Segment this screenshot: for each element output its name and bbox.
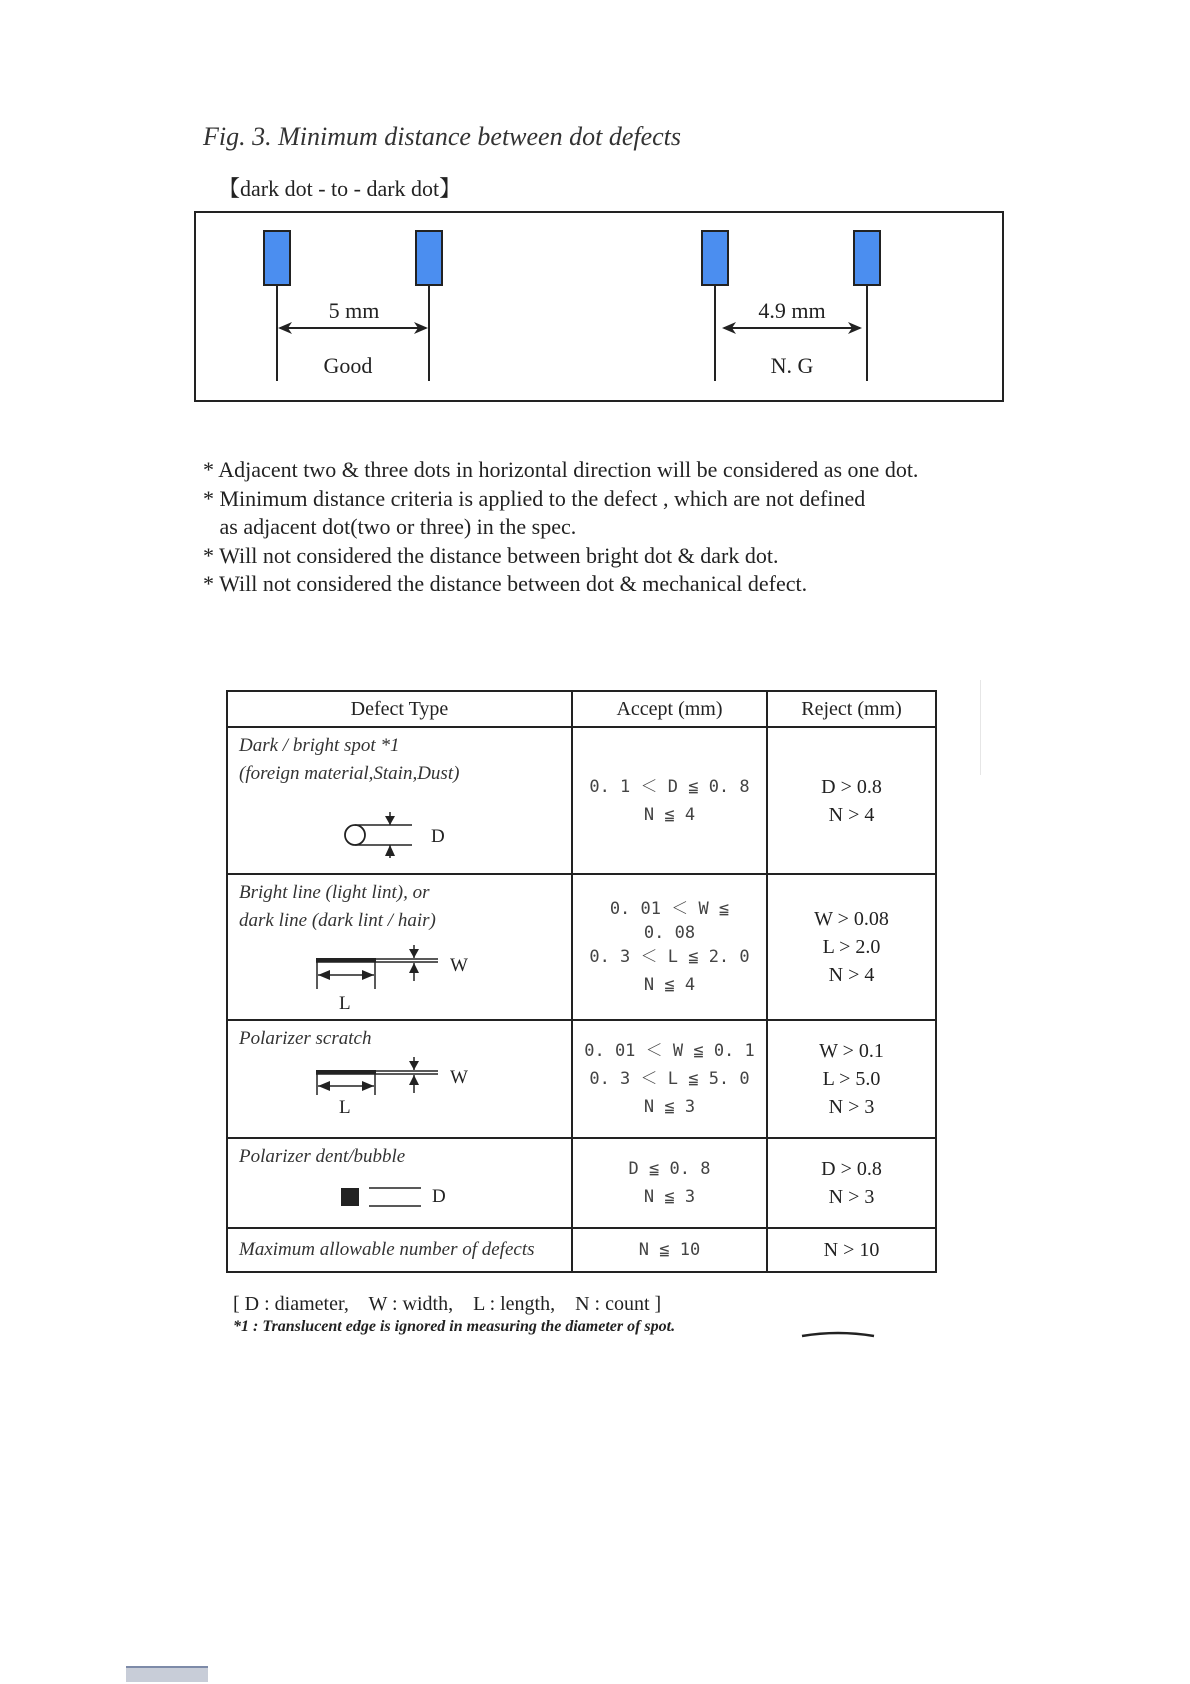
- table-row: [227, 1020, 936, 1138]
- defect-type-line: (foreign material,Stain,Dust): [239, 763, 460, 784]
- dent-diameter-icon: [341, 1185, 423, 1209]
- table-header-row: [227, 691, 936, 727]
- accept-line: N ≦ 10: [638, 1240, 701, 1260]
- abbreviation-legend: [ D : diameter, W : width, L : length, N : count ]: [233, 1293, 662, 1315]
- horizontal-scrollbar-thumb[interactable]: [126, 1666, 208, 1682]
- reject-line: N > 3: [828, 1096, 875, 1118]
- reject-line: N > 4: [828, 803, 875, 826]
- reject-line: D > 0.8: [821, 1158, 882, 1180]
- column-header: Defect Type: [227, 691, 572, 727]
- defect-type-label: [228, 1139, 571, 1171]
- defect-type-cell: [227, 874, 572, 1020]
- reject-line: N > 3: [828, 1186, 875, 1208]
- dark-dot-marker: [263, 230, 291, 286]
- defect-type-line: Bright line (light lint), or: [239, 882, 430, 903]
- defect-type-line: Polarizer dent/bubble: [239, 1146, 406, 1167]
- line-width-length-icon: [316, 943, 446, 991]
- defect-type-label: [228, 728, 571, 788]
- reject-cell: [767, 1020, 936, 1138]
- defect-criteria-table: [226, 690, 937, 1273]
- accept-cell: [572, 874, 767, 1020]
- accept-line: N ≦ 4: [643, 975, 696, 995]
- good-verdict-label: Good: [323, 353, 373, 378]
- accept-line: N ≦ 4: [643, 804, 696, 825]
- reject-line: W > 0.08: [814, 908, 889, 930]
- stray-mark-icon: [800, 1330, 876, 1338]
- defect-type-line: dark line (dark lint / hair): [239, 910, 436, 931]
- accept-line: N ≦ 3: [643, 1097, 696, 1117]
- ng-verdict-label: N. G: [770, 353, 814, 378]
- column-header: Accept (mm): [572, 691, 767, 727]
- table-row: [227, 874, 936, 1020]
- accept-line: 0. 3 ＜ L ≦ 5. 0: [589, 1069, 750, 1089]
- diagram-letter: D: [431, 826, 445, 847]
- table-row: [227, 727, 936, 874]
- figure-subtitle: 【dark dot - to - dark dot】: [218, 176, 462, 201]
- reject-line: L > 2.0: [822, 936, 881, 958]
- note-line: as adjacent dot(two or three) in the spec.: [203, 514, 577, 539]
- reject-line: L > 5.0: [822, 1068, 881, 1090]
- accept-line: 0. 08: [643, 923, 696, 943]
- defect-type-cell: [227, 1020, 572, 1138]
- dark-dot-marker: [853, 230, 881, 286]
- reject-cell: [767, 727, 936, 874]
- accept-line: 0. 01 ＜ W ≦ 0. 1: [584, 1041, 755, 1061]
- extension-line: [866, 286, 868, 381]
- defect-type-cell: [227, 727, 572, 874]
- defect-type-line: Polarizer scratch: [239, 1028, 372, 1049]
- defect-type-label: Maximum allowable number of defects: [239, 1239, 535, 1260]
- reject-line: W > 0.1: [819, 1040, 884, 1062]
- accept-line: 0. 1 ＜ D ≦ 0. 8: [589, 776, 750, 797]
- figure-title: Fig. 3. Minimum distance between dot defects: [203, 122, 682, 151]
- accept-line: 0. 3 ＜ L ≦ 2. 0: [589, 947, 750, 967]
- dark-dot-marker: [415, 230, 443, 286]
- defect-type-label: [228, 875, 571, 935]
- diagram-letter: D: [432, 1186, 446, 1207]
- defect-type-cell: [227, 1138, 572, 1228]
- accept-cell: [572, 1138, 767, 1228]
- table-row: [227, 1228, 936, 1272]
- note-line: * Will not considered the distance between bright dot & dark dot.: [203, 542, 779, 568]
- dark-dot-marker: [701, 230, 729, 286]
- note-line: * Will not considered the distance between dot & mechanical defect.: [203, 571, 808, 596]
- note-line: * Minimum distance criteria is applied to the defect , which are not defined: [203, 485, 866, 511]
- footnote: *1 : Translucent edge is ignored in measuring the diameter of spot.: [233, 1318, 676, 1335]
- accept-line: N ≦ 3: [643, 1187, 696, 1207]
- accept-line: 0. 01 ＜ W ≦: [609, 899, 730, 919]
- page-divider: [980, 680, 981, 775]
- defect-type-label: [228, 1021, 571, 1053]
- diagram-letter: W: [450, 955, 468, 976]
- column-header: Reject (mm): [767, 691, 936, 727]
- reject-cell: [767, 1138, 936, 1228]
- ng-distance-label: 4.9 mm: [758, 298, 826, 323]
- scratch-width-length-icon: [316, 1055, 446, 1103]
- defect-type-line: Dark / bright spot *1: [239, 735, 400, 756]
- defect-type-cell: [227, 1228, 572, 1272]
- note-line: * Adjacent two & three dots in horizontal direction will be considered as one dot.: [203, 457, 919, 482]
- accept-cell: [572, 1228, 767, 1272]
- diagram-letter: L: [339, 1097, 351, 1118]
- accept-cell: [572, 727, 767, 874]
- reject-line: D > 0.8: [821, 775, 882, 798]
- spot-diameter-icon: [340, 812, 420, 860]
- extension-line: [714, 286, 716, 381]
- reject-cell: [767, 874, 936, 1020]
- extension-line: [428, 286, 430, 381]
- reject-cell: [767, 1228, 936, 1272]
- table-row: [227, 1138, 936, 1228]
- good-distance-label: 5 mm: [328, 298, 380, 323]
- diagram-letter: L: [339, 993, 351, 1014]
- accept-line: D ≦ 0. 8: [628, 1159, 711, 1179]
- dot-distance-diagram: [194, 211, 1004, 402]
- reject-line: N > 10: [823, 1239, 880, 1261]
- diagram-letter: W: [450, 1067, 468, 1088]
- reject-line: N > 4: [828, 964, 875, 986]
- accept-cell: [572, 1020, 767, 1138]
- notes-list: [203, 456, 918, 599]
